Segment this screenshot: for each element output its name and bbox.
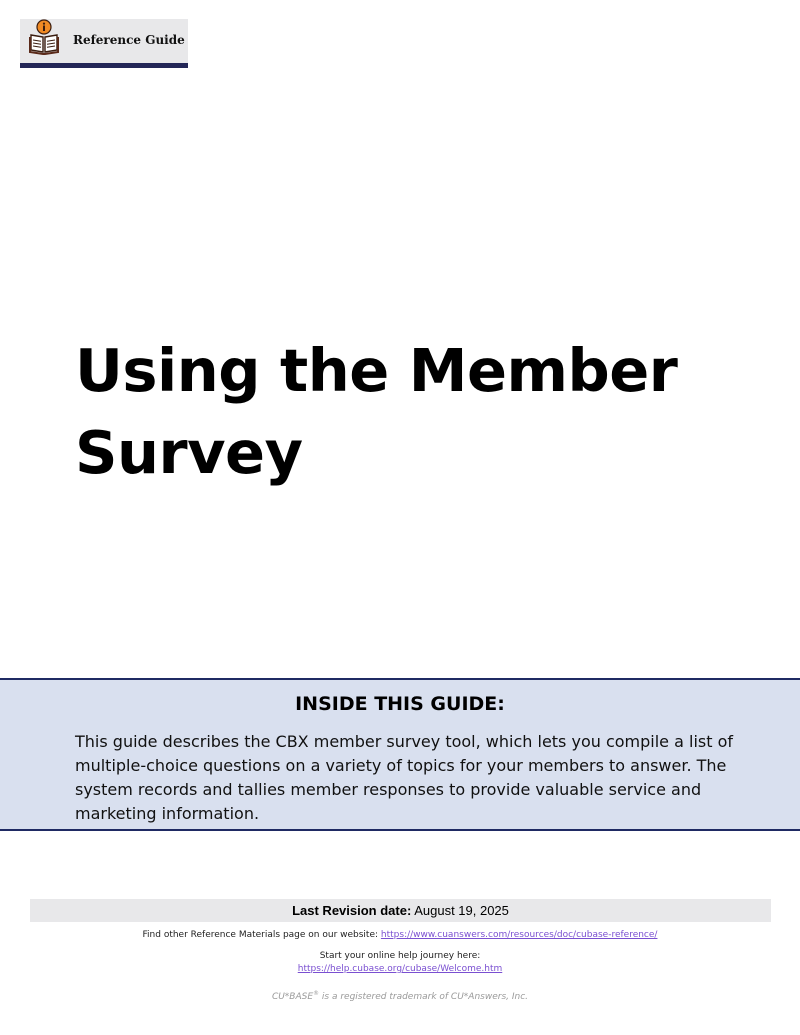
- help-journey-line: Start your online help journey here:: [319, 951, 481, 961]
- reference-text: Find other Reference Materials page on our website:: [142, 930, 379, 940]
- inside-heading: INSIDE THIS GUIDE:: [295, 693, 505, 715]
- title-line-2: Survey: [75, 418, 303, 487]
- trademark-notice: [0, 990, 800, 1002]
- title-line-1: Using the Member: [75, 336, 678, 405]
- reference-link[interactable]: https://www.cuanswers.com/resources/doc/cubase-reference/: [380, 930, 658, 940]
- registered-mark: ®: [313, 990, 320, 997]
- trademark-brand: CU*BASE: [271, 992, 314, 1002]
- revision-date: August 19, 2025: [414, 903, 509, 918]
- inside-description: This guide describes the CBX member survey tool, which lets you compile a list of multiple-choice questions on a variety of topics for your members to answer. The system records and tallies member responses to provide valuable service and marketing information.: [75, 732, 734, 823]
- reference-materials-line: [0, 930, 800, 940]
- trademark-text: is a registered trademark of CU*Answers, Inc.: [319, 992, 529, 1002]
- revision-bar: [30, 899, 771, 922]
- reference-guide-badge: [20, 19, 188, 68]
- page-title: [75, 330, 755, 494]
- inside-this-guide-panel: [0, 678, 800, 831]
- badge-label: Reference Guide: [73, 33, 185, 47]
- help-link[interactable]: https://help.cubase.org/cubase/Welcome.htm: [297, 964, 503, 974]
- revision-label: Last Revision date:: [292, 903, 412, 918]
- open-book-info-icon: [29, 19, 59, 55]
- help-link-line: [0, 964, 800, 974]
